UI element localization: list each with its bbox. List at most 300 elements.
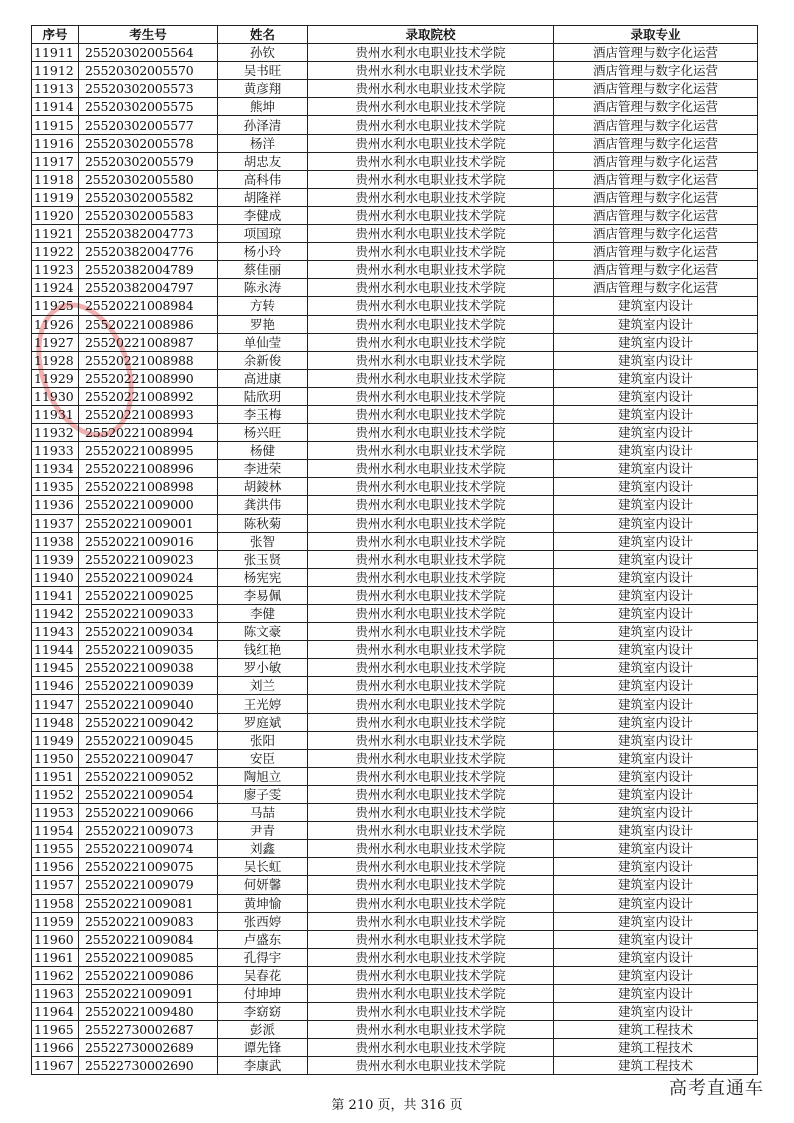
cell-college: 贵州水利水电职业技术学院 (308, 206, 554, 224)
cell-exam-number: 25520221009033 (79, 605, 218, 623)
cell-college: 贵州水利水电职业技术学院 (308, 152, 554, 170)
cell-exam-number: 25520221008984 (79, 297, 218, 315)
cell-exam-number: 25520382004776 (79, 243, 218, 261)
cell-exam-number: 25520302005570 (79, 62, 218, 80)
cell-major: 建筑室内设计 (554, 532, 758, 550)
cell-name: 方转 (218, 297, 308, 315)
cell-name: 胡忠友 (218, 152, 308, 170)
cell-seq: 11953 (32, 804, 79, 822)
cell-college: 贵州水利水电职业技术学院 (308, 1039, 554, 1057)
cell-exam-number: 25520221008988 (79, 351, 218, 369)
cell-name: 付坤坤 (218, 984, 308, 1002)
table-row (32, 44, 758, 62)
cell-seq: 11919 (32, 188, 79, 206)
cell-college: 贵州水利水电职业技术学院 (308, 387, 554, 405)
page-footer: 第 210 页，共 316 页 (331, 1098, 463, 1113)
cell-exam-number: 25520221008986 (79, 315, 218, 333)
cell-college: 贵州水利水电职业技术学院 (308, 659, 554, 677)
cell-major: 建筑室内设计 (554, 496, 758, 514)
cell-name: 钱红艳 (218, 641, 308, 659)
cell-exam-number: 25520221009091 (79, 984, 218, 1002)
cell-seq: 11955 (32, 840, 79, 858)
cell-major: 酒店管理与数字化运营 (554, 116, 758, 134)
cell-exam-number: 25520302005577 (79, 116, 218, 134)
cell-college: 贵州水利水电职业技术学院 (308, 804, 554, 822)
table-row (32, 460, 758, 478)
cell-seq: 11965 (32, 1021, 79, 1039)
cell-seq: 11947 (32, 695, 79, 713)
cell-seq: 11916 (32, 134, 79, 152)
table-row (32, 912, 758, 930)
cell-exam-number: 25520221008992 (79, 387, 218, 405)
cell-college: 贵州水利水电职业技术学院 (308, 1021, 554, 1039)
cell-seq: 11914 (32, 98, 79, 116)
cell-college: 贵州水利水电职业技术学院 (308, 261, 554, 279)
cell-seq: 11922 (32, 243, 79, 261)
cell-college: 贵州水利水电职业技术学院 (308, 369, 554, 387)
cell-major: 建筑室内设计 (554, 659, 758, 677)
cell-college: 贵州水利水电职业技术学院 (308, 749, 554, 767)
cell-exam-number: 25520221009045 (79, 731, 218, 749)
cell-exam-number: 25520221009074 (79, 840, 218, 858)
cell-major: 酒店管理与数字化运营 (554, 44, 758, 62)
cell-name: 罗艳 (218, 315, 308, 333)
cell-college: 贵州水利水电职业技术学院 (308, 822, 554, 840)
table-row (32, 98, 758, 116)
table-row (32, 641, 758, 659)
cell-college: 贵州水利水电职业技术学院 (308, 351, 554, 369)
cell-exam-number: 25520382004789 (79, 261, 218, 279)
cell-major: 酒店管理与数字化运营 (554, 98, 758, 116)
table-row (32, 351, 758, 369)
cell-college: 贵州水利水电职业技术学院 (308, 568, 554, 586)
cell-name: 胡隆祥 (218, 188, 308, 206)
admission-table (31, 25, 758, 1075)
cell-seq: 11941 (32, 586, 79, 604)
cell-seq: 11915 (32, 116, 79, 134)
cell-seq: 11952 (32, 785, 79, 803)
cell-seq: 11946 (32, 677, 79, 695)
cell-college: 贵州水利水电职业技术学院 (308, 641, 554, 659)
cell-seq: 11963 (32, 984, 79, 1002)
cell-exam-number: 25520302005582 (79, 188, 218, 206)
cell-major: 建筑室内设计 (554, 460, 758, 478)
cell-exam-number: 25520221009052 (79, 767, 218, 785)
cell-exam-number: 25520221009086 (79, 966, 218, 984)
table-row (32, 152, 758, 170)
table-row (32, 695, 758, 713)
cell-exam-number: 25520302005564 (79, 44, 218, 62)
cell-major: 建筑室内设计 (554, 550, 758, 568)
table-row (32, 170, 758, 188)
table-row (32, 1057, 758, 1075)
table-row (32, 315, 758, 333)
cell-major: 建筑室内设计 (554, 858, 758, 876)
cell-college: 贵州水利水电职业技术学院 (308, 116, 554, 134)
cell-major: 酒店管理与数字化运营 (554, 243, 758, 261)
cell-major: 建筑室内设计 (554, 822, 758, 840)
cell-name: 吴长虹 (218, 858, 308, 876)
cell-seq: 11938 (32, 532, 79, 550)
cell-major: 建筑室内设计 (554, 623, 758, 641)
cell-exam-number: 25520302005578 (79, 134, 218, 152)
cell-name: 龚洪伟 (218, 496, 308, 514)
cell-major: 建筑室内设计 (554, 876, 758, 894)
table-row (32, 297, 758, 315)
cell-exam-number: 25520221009016 (79, 532, 218, 550)
cell-seq: 11932 (32, 424, 79, 442)
cell-exam-number: 25520221009024 (79, 568, 218, 586)
cell-major: 建筑室内设计 (554, 1003, 758, 1021)
cell-name: 吴书旺 (218, 62, 308, 80)
cell-major: 酒店管理与数字化运营 (554, 62, 758, 80)
cell-exam-number: 25520221009079 (79, 876, 218, 894)
cell-college: 贵州水利水电职业技术学院 (308, 930, 554, 948)
table-row (32, 677, 758, 695)
cell-exam-number: 25520302005583 (79, 206, 218, 224)
cell-exam-number: 25520221009081 (79, 894, 218, 912)
cell-college: 贵州水利水电职业技术学院 (308, 532, 554, 550)
cell-major: 建筑室内设计 (554, 478, 758, 496)
cell-college: 贵州水利水电职业技术学院 (308, 478, 554, 496)
cell-college: 贵州水利水电职业技术学院 (308, 550, 554, 568)
cell-exam-number: 25520221008990 (79, 369, 218, 387)
cell-major: 酒店管理与数字化运营 (554, 206, 758, 224)
cell-major: 建筑室内设计 (554, 695, 758, 713)
table-row (32, 514, 758, 532)
cell-major: 建筑室内设计 (554, 315, 758, 333)
cell-name: 安臣 (218, 749, 308, 767)
table-row (32, 333, 758, 351)
cell-major: 酒店管理与数字化运营 (554, 80, 758, 98)
cell-seq: 11942 (32, 605, 79, 623)
cell-major: 建筑室内设计 (554, 387, 758, 405)
cell-seq: 11925 (32, 297, 79, 315)
cell-college: 贵州水利水电职业技术学院 (308, 243, 554, 261)
cell-name: 孙泽清 (218, 116, 308, 134)
cell-college: 贵州水利水电职业技术学院 (308, 442, 554, 460)
cell-name: 张智 (218, 532, 308, 550)
cell-seq: 11911 (32, 44, 79, 62)
cell-college: 贵州水利水电职业技术学院 (308, 858, 554, 876)
table-row (32, 804, 758, 822)
cell-seq: 11936 (32, 496, 79, 514)
table-row (32, 731, 758, 749)
table-row (32, 876, 758, 894)
table-row (32, 116, 758, 134)
cell-seq: 11943 (32, 623, 79, 641)
table-row (32, 532, 758, 550)
cell-exam-number: 25520221009040 (79, 695, 218, 713)
cell-exam-number: 25520221009035 (79, 641, 218, 659)
cell-name: 余新俊 (218, 351, 308, 369)
cell-exam-number: 25520221009085 (79, 948, 218, 966)
cell-major: 建筑室内设计 (554, 930, 758, 948)
table-row (32, 62, 758, 80)
table-row (32, 966, 758, 984)
cell-exam-number: 25520221009023 (79, 550, 218, 568)
cell-exam-number: 25520221009047 (79, 749, 218, 767)
cell-seq: 11926 (32, 315, 79, 333)
cell-college: 贵州水利水电职业技术学院 (308, 948, 554, 966)
table-header-row (32, 26, 758, 44)
cell-major: 建筑室内设计 (554, 767, 758, 785)
cell-college: 贵州水利水电职业技术学院 (308, 225, 554, 243)
cell-major: 建筑室内设计 (554, 713, 758, 731)
cell-seq: 11945 (32, 659, 79, 677)
cell-seq: 11931 (32, 405, 79, 423)
header-name: 姓名 (218, 26, 308, 44)
cell-name: 马喆 (218, 804, 308, 822)
cell-seq: 11924 (32, 279, 79, 297)
cell-seq: 11917 (32, 152, 79, 170)
table-row (32, 822, 758, 840)
cell-college: 贵州水利水电职业技术学院 (308, 98, 554, 116)
cell-seq: 11921 (32, 225, 79, 243)
table-row (32, 948, 758, 966)
cell-seq: 11937 (32, 514, 79, 532)
cell-major: 酒店管理与数字化运营 (554, 170, 758, 188)
cell-major: 建筑室内设计 (554, 568, 758, 586)
cell-name: 李进荣 (218, 460, 308, 478)
cell-name: 吴春花 (218, 966, 308, 984)
cell-seq: 11944 (32, 641, 79, 659)
cell-seq: 11951 (32, 767, 79, 785)
cell-college: 贵州水利水电职业技术学院 (308, 876, 554, 894)
cell-name: 孔得宇 (218, 948, 308, 966)
cell-name: 陈秋菊 (218, 514, 308, 532)
cell-college: 贵州水利水电职业技术学院 (308, 405, 554, 423)
cell-exam-number: 25520221008995 (79, 442, 218, 460)
cell-seq: 11939 (32, 550, 79, 568)
cell-major: 酒店管理与数字化运营 (554, 152, 758, 170)
cell-seq: 11927 (32, 333, 79, 351)
cell-name: 罗小敏 (218, 659, 308, 677)
table-row (32, 785, 758, 803)
cell-seq: 11964 (32, 1003, 79, 1021)
table-row (32, 279, 758, 297)
header-major: 录取专业 (554, 26, 758, 44)
cell-name: 杨健 (218, 442, 308, 460)
cell-name: 胡錂林 (218, 478, 308, 496)
cell-exam-number: 25520221008987 (79, 333, 218, 351)
table-row (32, 387, 758, 405)
table-row (32, 134, 758, 152)
table-row (32, 858, 758, 876)
table-row (32, 713, 758, 731)
cell-major: 建筑室内设计 (554, 333, 758, 351)
cell-college: 贵州水利水电职业技术学院 (308, 840, 554, 858)
cell-major: 建筑室内设计 (554, 424, 758, 442)
cell-college: 贵州水利水电职业技术学院 (308, 188, 554, 206)
cell-name: 彭派 (218, 1021, 308, 1039)
cell-seq: 11949 (32, 731, 79, 749)
cell-seq: 11957 (32, 876, 79, 894)
table-row (32, 405, 758, 423)
cell-major: 建筑室内设计 (554, 297, 758, 315)
table-row (32, 206, 758, 224)
table-row (32, 840, 758, 858)
table-row (32, 605, 758, 623)
cell-exam-number: 25520382004773 (79, 225, 218, 243)
cell-exam-number: 25520221009480 (79, 1003, 218, 1021)
cell-name: 尹青 (218, 822, 308, 840)
cell-name: 高科伟 (218, 170, 308, 188)
cell-seq: 11966 (32, 1039, 79, 1057)
cell-major: 建筑室内设计 (554, 677, 758, 695)
cell-major: 建筑室内设计 (554, 894, 758, 912)
cell-college: 贵州水利水电职业技术学院 (308, 984, 554, 1002)
cell-name: 刘鑫 (218, 840, 308, 858)
cell-major: 酒店管理与数字化运营 (554, 279, 758, 297)
cell-exam-number: 25520382004797 (79, 279, 218, 297)
cell-exam-number: 25520221008994 (79, 424, 218, 442)
cell-name: 陆欣玥 (218, 387, 308, 405)
cell-name: 卢盛东 (218, 930, 308, 948)
table-row (32, 225, 758, 243)
table-row (32, 442, 758, 460)
cell-name: 王光婷 (218, 695, 308, 713)
table-row (32, 659, 758, 677)
cell-major: 建筑室内设计 (554, 948, 758, 966)
cell-name: 李健 (218, 605, 308, 623)
cell-seq: 11918 (32, 170, 79, 188)
cell-college: 贵州水利水电职业技术学院 (308, 496, 554, 514)
table-row (32, 767, 758, 785)
cell-major: 建筑工程技术 (554, 1021, 758, 1039)
cell-college: 贵州水利水电职业技术学院 (308, 279, 554, 297)
cell-name: 陶旭立 (218, 767, 308, 785)
cell-exam-number: 25522730002689 (79, 1039, 218, 1057)
cell-major: 酒店管理与数字化运营 (554, 134, 758, 152)
cell-seq: 11934 (32, 460, 79, 478)
cell-name: 李窈窈 (218, 1003, 308, 1021)
cell-major: 建筑工程技术 (554, 1057, 758, 1075)
cell-college: 贵州水利水电职业技术学院 (308, 966, 554, 984)
table-row (32, 188, 758, 206)
cell-college: 贵州水利水电职业技术学院 (308, 731, 554, 749)
cell-name: 李康武 (218, 1057, 308, 1075)
cell-exam-number: 25520221008998 (79, 478, 218, 496)
cell-seq: 11958 (32, 894, 79, 912)
cell-exam-number: 25520221009075 (79, 858, 218, 876)
table-row (32, 243, 758, 261)
cell-name: 罗庭斌 (218, 713, 308, 731)
cell-major: 建筑室内设计 (554, 749, 758, 767)
cell-name: 杨兴旺 (218, 424, 308, 442)
cell-exam-number: 25520221009025 (79, 586, 218, 604)
cell-seq: 11940 (32, 568, 79, 586)
cell-name: 杨小玲 (218, 243, 308, 261)
table-row (32, 930, 758, 948)
brand-watermark: 高考直通车 (669, 1078, 764, 1099)
cell-college: 贵州水利水电职业技术学院 (308, 134, 554, 152)
cell-college: 贵州水利水电职业技术学院 (308, 605, 554, 623)
cell-exam-number: 25520221009073 (79, 822, 218, 840)
cell-seq: 11929 (32, 369, 79, 387)
cell-college: 贵州水利水电职业技术学院 (308, 713, 554, 731)
cell-exam-number: 25520221009034 (79, 623, 218, 641)
table-row (32, 369, 758, 387)
cell-exam-number: 25520221009084 (79, 930, 218, 948)
cell-exam-number: 25520302005575 (79, 98, 218, 116)
cell-seq: 11920 (32, 206, 79, 224)
cell-name: 陈文豪 (218, 623, 308, 641)
cell-exam-number: 25520221009042 (79, 713, 218, 731)
cell-exam-number: 25520302005579 (79, 152, 218, 170)
cell-name: 何妍馨 (218, 876, 308, 894)
cell-college: 贵州水利水电职业技术学院 (308, 170, 554, 188)
cell-college: 贵州水利水电职业技术学院 (308, 912, 554, 930)
table-row (32, 261, 758, 279)
cell-exam-number: 25520302005580 (79, 170, 218, 188)
cell-name: 张西婷 (218, 912, 308, 930)
cell-seq: 11962 (32, 966, 79, 984)
cell-major: 建筑室内设计 (554, 840, 758, 858)
cell-seq: 11956 (32, 858, 79, 876)
cell-seq: 11948 (32, 713, 79, 731)
cell-major: 建筑室内设计 (554, 405, 758, 423)
table-row (32, 496, 758, 514)
cell-seq: 11928 (32, 351, 79, 369)
cell-major: 酒店管理与数字化运营 (554, 225, 758, 243)
cell-seq: 11935 (32, 478, 79, 496)
table-row (32, 80, 758, 98)
cell-college: 贵州水利水电职业技术学院 (308, 315, 554, 333)
cell-name: 李易佩 (218, 586, 308, 604)
cell-seq: 11912 (32, 62, 79, 80)
cell-major: 建筑室内设计 (554, 586, 758, 604)
cell-name: 熊坤 (218, 98, 308, 116)
cell-exam-number: 25520221009054 (79, 785, 218, 803)
cell-major: 建筑室内设计 (554, 369, 758, 387)
cell-major: 酒店管理与数字化运营 (554, 261, 758, 279)
table-row (32, 424, 758, 442)
header-seq: 序号 (32, 26, 79, 44)
cell-major: 建筑工程技术 (554, 1039, 758, 1057)
header-college: 录取院校 (308, 26, 554, 44)
cell-college: 贵州水利水电职业技术学院 (308, 894, 554, 912)
table-row (32, 1021, 758, 1039)
cell-name: 李玉梅 (218, 405, 308, 423)
cell-exam-number: 25520221009038 (79, 659, 218, 677)
table-row (32, 749, 758, 767)
table-row (32, 478, 758, 496)
table-row (32, 623, 758, 641)
cell-college: 贵州水利水电职业技术学院 (308, 424, 554, 442)
cell-major: 建筑室内设计 (554, 442, 758, 460)
cell-exam-number: 25520221009066 (79, 804, 218, 822)
cell-seq: 11923 (32, 261, 79, 279)
table-row (32, 1003, 758, 1021)
cell-college: 贵州水利水电职业技术学院 (308, 80, 554, 98)
table-row (32, 586, 758, 604)
table-row (32, 984, 758, 1002)
cell-name: 杨洋 (218, 134, 308, 152)
cell-major: 建筑室内设计 (554, 731, 758, 749)
cell-exam-number: 25522730002687 (79, 1021, 218, 1039)
table-row (32, 894, 758, 912)
cell-seq: 11960 (32, 930, 79, 948)
cell-name: 张阳 (218, 731, 308, 749)
cell-seq: 11959 (32, 912, 79, 930)
table-row (32, 550, 758, 568)
header-exam-number: 考生号 (79, 26, 218, 44)
cell-college: 贵州水利水电职业技术学院 (308, 297, 554, 315)
cell-college: 贵州水利水电职业技术学院 (308, 514, 554, 532)
cell-name: 黄彦翔 (218, 80, 308, 98)
cell-name: 孙钦 (218, 44, 308, 62)
